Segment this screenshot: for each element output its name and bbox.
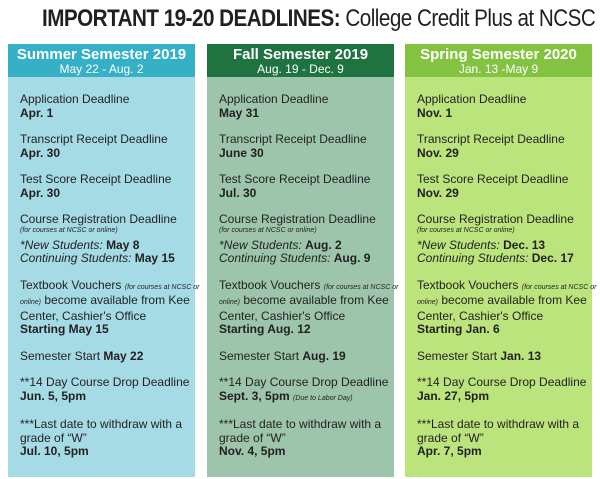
continuing-students-value: Aug. 9 <box>333 251 371 265</box>
new-students-value: Dec. 13 <box>503 237 546 252</box>
page-title-rest: College Credit Plus at NCSC <box>345 5 596 32</box>
withdraw-line-1: ***Last date to withdraw with a <box>417 417 580 431</box>
application-deadline <box>20 93 195 120</box>
continuing-students-label: Continuing Students: <box>219 251 331 265</box>
application-label: Application Deadline <box>417 92 527 106</box>
semester-column-spring <box>405 44 597 477</box>
voucher-line-3: Center, Cashier's Office <box>219 308 346 323</box>
drop-value: Jun. 5, 5pm <box>20 388 87 403</box>
voucher-line-2 <box>417 294 592 310</box>
transcript-deadline <box>20 133 195 160</box>
semester-start <box>20 350 195 364</box>
semester-start <box>219 350 394 364</box>
withdraw-line-1: ***Last date to withdraw with a <box>20 417 183 431</box>
registration-note: (for courses at NCSC or online) <box>219 226 317 234</box>
new-students-label: *New Students: <box>20 237 103 252</box>
withdraw-value: Apr. 7, 5pm <box>417 444 482 458</box>
new-students-label: *New Students: <box>417 237 500 252</box>
semester-start-value: Aug. 19 <box>302 348 346 363</box>
voucher-line-1 <box>219 277 399 295</box>
transcript-value: Apr. 30 <box>20 145 61 160</box>
semester-start <box>417 350 592 364</box>
application-label: Application Deadline <box>20 92 130 106</box>
test-score-value: Jul. 30 <box>219 185 257 200</box>
page-title <box>42 2 596 36</box>
voucher-note-2: online) <box>219 299 241 306</box>
semester-start-label: Semester Start <box>219 348 300 363</box>
registration-note: (for courses at NCSC or online) <box>417 226 515 234</box>
voucher-line-3: Center, Cashier's Office <box>20 308 147 323</box>
voucher-prefix: Textbook Vouchers <box>219 277 321 292</box>
new-students-value: Aug. 2 <box>305 237 342 252</box>
semester-start-label: Semester Start <box>417 348 498 363</box>
semester-dates: Jan. 13 -May 9 <box>458 62 539 76</box>
semester-dates: Aug. 19 - Dec. 9 <box>257 62 344 76</box>
drop-deadline <box>219 376 394 405</box>
voucher-note-1: (for courses at NCSC or <box>521 283 597 291</box>
continuing-students-label: Continuing Students: <box>417 251 529 265</box>
continuing-students-value: May 15 <box>134 251 175 265</box>
semester-start-value: May 22 <box>103 348 144 363</box>
voucher-value: Starting Aug. 12 <box>219 322 311 336</box>
voucher-note-2: online) <box>417 299 439 306</box>
semester-header <box>207 44 394 77</box>
continuing-students-line <box>20 252 195 266</box>
withdraw-deadline <box>417 418 592 459</box>
drop-label: **14 Day Course Drop Deadline <box>20 375 190 389</box>
deadline-list <box>207 77 399 459</box>
application-value: Nov. 1 <box>417 105 453 120</box>
registration-note: (for courses at NCSC or online) <box>20 226 118 234</box>
voucher-prefix: Textbook Vouchers <box>417 277 519 292</box>
registration-label: Course Registration Deadline <box>20 212 177 226</box>
voucher-value: Starting Jan. 6 <box>417 322 500 336</box>
test-score-label: Test Score Receipt Deadline <box>20 172 172 186</box>
textbook-voucher <box>417 277 597 337</box>
semester-header <box>405 44 592 77</box>
drop-value: Jan. 27, 5pm <box>417 388 490 403</box>
voucher-middle: become available from Kee <box>243 293 389 307</box>
voucher-middle: become available from Kee <box>441 293 587 307</box>
drop-value: Sept. 3, 5pm <box>219 388 290 403</box>
voucher-line-2 <box>219 294 394 310</box>
voucher-note-1: (for courses at NCSC or <box>124 283 200 291</box>
voucher-line-1 <box>20 277 200 295</box>
withdraw-value: Nov. 4, 5pm <box>219 444 286 458</box>
application-label: Application Deadline <box>219 92 329 106</box>
semester-start-value: Jan. 13 <box>500 348 542 363</box>
registration-deadline <box>417 213 592 266</box>
withdraw-value: Jul. 10, 5pm <box>20 444 89 458</box>
new-students-line <box>219 239 394 253</box>
transcript-label: Transcript Receipt Deadline <box>417 132 565 146</box>
textbook-voucher <box>219 277 399 337</box>
voucher-middle: become available from Kee <box>44 293 190 307</box>
registration-label: Course Registration Deadline <box>219 212 376 226</box>
semester-name: Fall Semester 2019 <box>232 46 369 63</box>
drop-label: **14 Day Course Drop Deadline <box>417 375 587 389</box>
application-deadline <box>417 93 592 120</box>
semester-start-label: Semester Start <box>20 348 101 363</box>
drop-label: **14 Day Course Drop Deadline <box>219 375 389 389</box>
voucher-line-2 <box>20 294 195 310</box>
continuing-students-line <box>417 252 592 266</box>
continuing-students-label: Continuing Students: <box>20 251 132 265</box>
test-score-deadline <box>20 173 195 200</box>
semester-dates: May 22 - Aug. 2 <box>59 62 144 76</box>
test-score-deadline <box>417 173 592 200</box>
new-students-line <box>417 239 592 253</box>
test-score-label: Test Score Receipt Deadline <box>219 172 371 186</box>
semester-column-fall <box>207 44 399 477</box>
withdraw-line-2: grade of “W” <box>417 430 484 445</box>
new-students-label: *New Students: <box>219 237 302 252</box>
voucher-value: Starting May 15 <box>20 322 109 336</box>
withdraw-line-2: grade of “W” <box>20 430 87 445</box>
deadline-list <box>8 77 200 459</box>
withdraw-line-1: ***Last date to withdraw with a <box>219 417 382 431</box>
transcript-deadline <box>417 133 592 160</box>
drop-deadline <box>417 376 592 405</box>
new-students-line <box>20 239 195 253</box>
semester-header <box>8 44 195 77</box>
test-score-value: Apr. 30 <box>20 185 61 200</box>
drop-note: (Due to Labor Day) <box>293 394 353 402</box>
voucher-line-3: Center, Cashier's Office <box>417 308 544 323</box>
transcript-label: Transcript Receipt Deadline <box>20 132 168 146</box>
registration-label: Course Registration Deadline <box>417 212 574 226</box>
test-score-label: Test Score Receipt Deadline <box>417 172 569 186</box>
transcript-deadline <box>219 133 394 160</box>
voucher-note-2: online) <box>20 299 42 306</box>
textbook-voucher <box>20 277 200 337</box>
semester-name: Summer Semester 2019 <box>16 46 187 63</box>
drop-deadline <box>20 376 195 405</box>
application-deadline <box>219 93 394 120</box>
withdraw-deadline <box>20 418 195 459</box>
voucher-prefix: Textbook Vouchers <box>20 277 122 292</box>
registration-deadline <box>20 213 195 266</box>
test-score-value: Nov. 29 <box>417 185 459 200</box>
new-students-value: May 8 <box>106 237 140 252</box>
transcript-value: Nov. 29 <box>417 145 459 160</box>
test-score-deadline <box>219 173 394 200</box>
voucher-note-1: (for courses at NCSC or <box>323 283 399 291</box>
application-value: May 31 <box>219 105 260 120</box>
registration-deadline <box>219 213 394 266</box>
deadline-list <box>405 77 597 459</box>
continuing-students-line <box>219 252 394 266</box>
page-title-bold: IMPORTANT 19-20 DEADLINES: <box>42 5 341 32</box>
semester-column-summer <box>8 44 200 477</box>
transcript-label: Transcript Receipt Deadline <box>219 132 367 146</box>
transcript-value: June 30 <box>219 145 264 160</box>
withdraw-line-2: grade of “W” <box>219 430 286 445</box>
withdraw-deadline <box>219 418 394 459</box>
application-value: Apr. 1 <box>20 105 54 120</box>
continuing-students-value: Dec. 17 <box>531 251 574 265</box>
semester-name: Spring Semester 2020 <box>420 46 577 63</box>
voucher-line-1 <box>417 277 597 295</box>
